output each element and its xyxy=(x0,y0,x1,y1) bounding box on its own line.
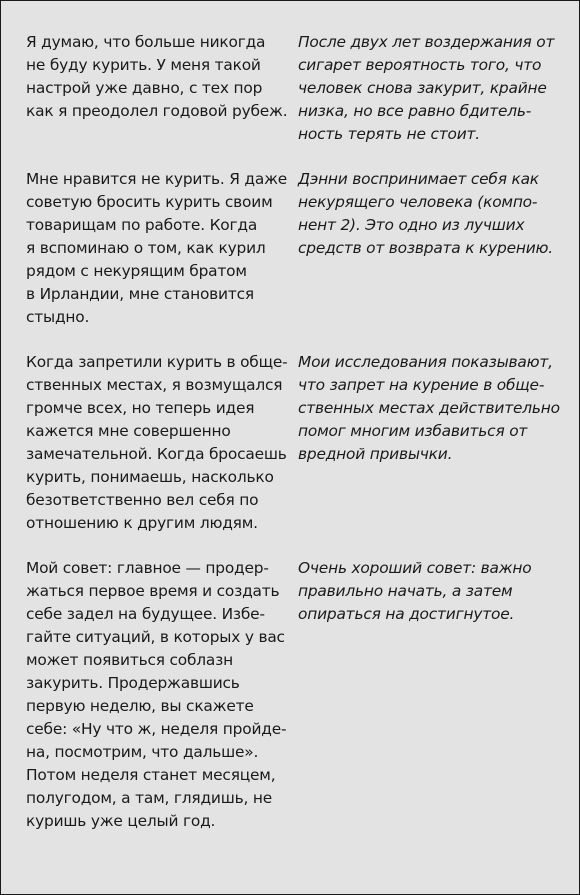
commentary-text xyxy=(298,31,560,146)
text-line: Мои исследования показывают, xyxy=(298,353,553,371)
text-line: вредной привычки. xyxy=(298,445,453,463)
text-line: безответственно вел себя по xyxy=(26,491,259,509)
statement-text xyxy=(26,31,288,123)
text-line: После двух лет воздержания от xyxy=(298,33,555,51)
text-line: ственных местах, я возмущался xyxy=(26,376,283,394)
text-line: помог многим избавиться от xyxy=(298,422,528,440)
text-line: Мой совет: главное — продер- xyxy=(26,559,269,577)
text-line: настрой уже давно, с тех пор xyxy=(26,79,263,97)
statement-text xyxy=(26,351,288,535)
text-line: отношению к другим людям. xyxy=(26,514,258,532)
text-line: что запрет на курение в обще- xyxy=(298,376,545,394)
text-line: Очень хороший совет: важно xyxy=(298,559,532,577)
text-line: громче всех, но теперь идея xyxy=(26,399,255,417)
text-line: кажется мне совершенно xyxy=(26,422,231,440)
text-line: ность терять не стоит. xyxy=(298,125,480,143)
text-line: замечательной. Когда бросаешь xyxy=(26,445,287,463)
text-line: Я думаю, что больше никогда xyxy=(26,33,266,51)
text-line: низка, но все равно бдитель- xyxy=(298,102,532,120)
text-line: закурить. Продержавшись xyxy=(26,674,240,692)
text-line: товарищам по работе. Когда xyxy=(26,216,258,234)
text-line: себе: «Ну что ж, неделя пройде- xyxy=(26,720,287,738)
statement-text xyxy=(26,168,288,329)
text-line: опираться на достигнутое. xyxy=(298,605,515,623)
text-line: на, посмотрим, что дальше». xyxy=(26,743,259,761)
text-line: стыдно. xyxy=(26,308,90,326)
text-line: себе задел на будущее. Избе- xyxy=(26,605,265,623)
text-line: полугодом, а там, глядишь, не xyxy=(26,789,272,807)
text-line: ственных местах действительно xyxy=(298,399,560,417)
text-line: человек снова закурит, крайне xyxy=(298,79,547,97)
text-line: жаться первое время и создать xyxy=(26,582,280,600)
statement-text xyxy=(26,557,287,833)
text-line: советую бросить курить своим xyxy=(26,193,273,211)
text-line: рядом с некурящим братом xyxy=(26,262,247,280)
text-line: Дэнни воспринимает себя как xyxy=(298,170,539,188)
text-line: Потом неделя станет месяцем, xyxy=(26,766,276,784)
text-line: может появиться соблазн xyxy=(26,651,233,669)
text-line: первую неделю, вы скажете xyxy=(26,697,254,715)
commentary-text xyxy=(298,168,560,260)
text-line: средств от возврата к курению. xyxy=(298,239,553,257)
text-line: правильно начать, а затем xyxy=(298,582,513,600)
text-line: некурящего человека (компо- xyxy=(298,193,538,211)
text-line: как я преодолел годовой рубеж. xyxy=(26,102,288,120)
commentary-text xyxy=(298,557,560,626)
text-line: сигарет вероятность того, что xyxy=(298,56,542,74)
text-line: нент 2). Это одно из лучших xyxy=(298,216,525,234)
text-line: куришь уже целый год. xyxy=(26,812,216,830)
text-line: курить, понимаешь, насколько xyxy=(26,468,274,486)
text-line: не буду курить. У меня такой xyxy=(26,56,261,74)
commentary-text xyxy=(298,351,560,466)
text-line: Мне нравится не курить. Я даже xyxy=(26,170,288,188)
text-line: я вспоминаю о том, как курил xyxy=(26,239,266,257)
text-line: гайте ситуаций, в которых у вас xyxy=(26,628,285,646)
text-line: Когда запретили курить в обще- xyxy=(26,353,288,371)
text-line: в Ирландии, мне становится xyxy=(26,285,254,303)
